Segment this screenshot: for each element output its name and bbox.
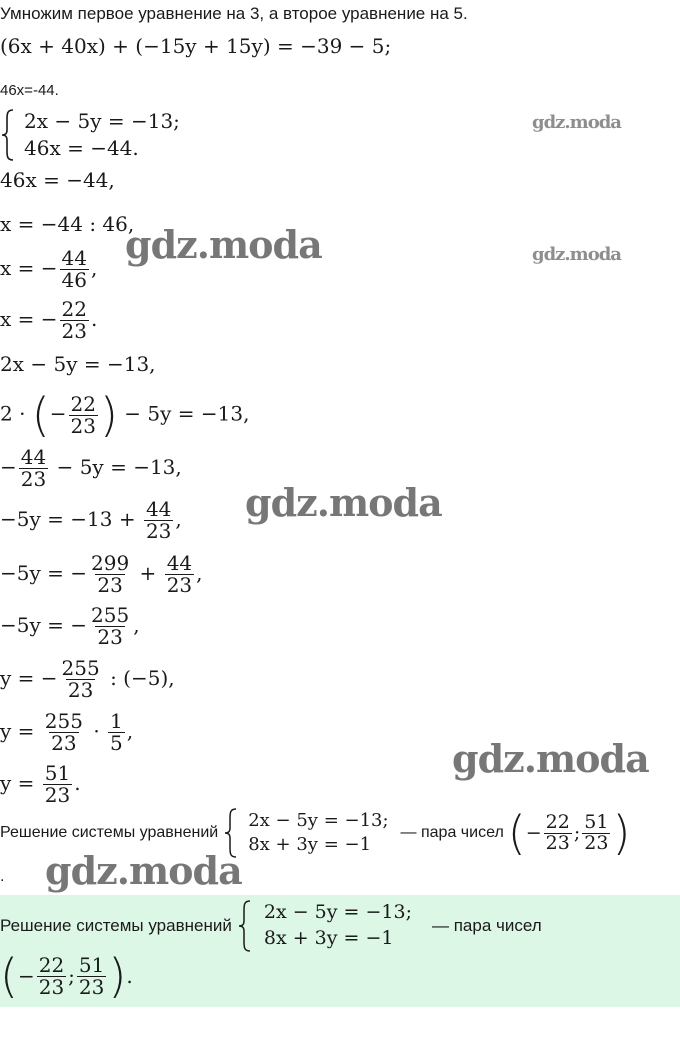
fraction-num: 22 bbox=[70, 391, 96, 416]
solution-eq-2: 8x + 3y = −1 bbox=[248, 834, 372, 855]
line-9-tail: , bbox=[196, 561, 203, 585]
fraction-den: 23 bbox=[145, 519, 172, 543]
line-13-lhs: y = bbox=[0, 771, 41, 795]
fraction-den: 23 bbox=[97, 625, 123, 649]
line-4-lhs: x = − bbox=[0, 307, 58, 331]
fraction bbox=[108, 711, 125, 754]
solution-eq-1: 2x − 5y = −13; bbox=[248, 809, 389, 831]
fraction-num: 1 bbox=[110, 709, 123, 733]
watermark: gdz.moda bbox=[452, 736, 649, 781]
line-12-lhs: y = bbox=[0, 719, 41, 743]
equation-sum: (6x + 40x) + (−15y + 15y) = −39 − 5; bbox=[0, 34, 392, 58]
solution-dot: . bbox=[0, 868, 5, 885]
answer-eq-2: 8x + 3y = −1 bbox=[263, 927, 394, 949]
fraction-den: 5 bbox=[110, 731, 123, 755]
line-8-tail: , bbox=[175, 507, 182, 531]
line-13 bbox=[0, 763, 81, 806]
line-8 bbox=[0, 499, 182, 542]
line-10-tail: , bbox=[133, 613, 140, 637]
line-9 bbox=[0, 553, 203, 596]
fraction-num: 255 bbox=[44, 709, 83, 733]
fraction-den: 23 bbox=[70, 413, 96, 438]
system-1 bbox=[0, 108, 180, 162]
brace-icon bbox=[238, 899, 252, 953]
line-7-sign: − bbox=[0, 455, 17, 479]
line-12-mid: · bbox=[86, 719, 107, 743]
fraction bbox=[69, 391, 98, 438]
fraction-den: 23 bbox=[584, 831, 609, 854]
fraction bbox=[89, 605, 131, 648]
fraction bbox=[60, 658, 102, 701]
fraction-den: 23 bbox=[51, 731, 77, 755]
line-6-lhs: 2 · bbox=[0, 401, 32, 426]
answer-mid: — пара чисел bbox=[431, 916, 542, 935]
paren-left: ( bbox=[507, 806, 526, 860]
fraction-den: 23 bbox=[97, 573, 123, 597]
fraction-den: 23 bbox=[20, 467, 47, 491]
fraction bbox=[43, 763, 72, 806]
line-5: 2x − 5y = −13, bbox=[0, 352, 156, 376]
line-10 bbox=[0, 605, 140, 648]
fraction bbox=[77, 952, 106, 999]
answer-line bbox=[0, 899, 542, 953]
watermark: gdz.moda bbox=[532, 112, 621, 133]
fraction bbox=[165, 553, 194, 596]
line-3 bbox=[0, 248, 97, 291]
fraction-num: 44 bbox=[20, 445, 47, 469]
watermark: gdz.moda bbox=[45, 848, 242, 893]
answer-sign: − bbox=[525, 822, 542, 844]
line-4 bbox=[0, 299, 97, 342]
fraction bbox=[19, 447, 48, 490]
fraction bbox=[544, 810, 572, 854]
fraction-den: 23 bbox=[61, 319, 87, 343]
answer-system bbox=[238, 899, 412, 953]
line-11 bbox=[0, 658, 175, 701]
fraction-den: 23 bbox=[166, 573, 193, 597]
line-3-tail: , bbox=[90, 256, 98, 280]
fraction-num: 44 bbox=[166, 551, 193, 575]
fraction-den: 23 bbox=[67, 678, 94, 702]
paren-right: ) bbox=[99, 388, 118, 442]
watermark: gdz.moda bbox=[532, 244, 621, 265]
line-7 bbox=[0, 447, 182, 490]
fraction-den: 23 bbox=[44, 783, 71, 807]
fraction-num: 22 bbox=[545, 810, 570, 833]
paren-right: ) bbox=[612, 806, 631, 860]
line-12-tail: , bbox=[126, 719, 134, 743]
solution-system bbox=[224, 807, 388, 859]
fraction-den: 46 bbox=[61, 268, 87, 292]
fraction-num: 51 bbox=[78, 952, 105, 977]
fraction-num: 255 bbox=[91, 603, 130, 627]
watermark: gdz.moda bbox=[125, 222, 322, 267]
fraction bbox=[582, 810, 610, 854]
fraction-den: 23 bbox=[545, 831, 570, 854]
line-2: x = −44 : 46, bbox=[0, 212, 135, 236]
fraction-num: 44 bbox=[145, 497, 172, 521]
line-9-lhs: −5y = − bbox=[0, 561, 88, 585]
line-6 bbox=[0, 388, 249, 442]
fraction-num: 51 bbox=[584, 810, 609, 833]
line-6-sign: − bbox=[49, 401, 67, 426]
line-8-lhs: −5y = −13 + bbox=[0, 507, 142, 531]
system-1-eq-1: 2x − 5y = −13; bbox=[24, 109, 180, 133]
answer-sign: − bbox=[17, 964, 35, 988]
fraction-num: 51 bbox=[44, 761, 71, 785]
fraction bbox=[89, 553, 131, 596]
intro-text: Умножим первое уравнение на 3, а второе уравнение на 5. bbox=[0, 4, 468, 23]
fraction bbox=[60, 248, 89, 291]
line-10-lhs: −5y = − bbox=[0, 613, 88, 637]
fraction bbox=[144, 499, 173, 542]
line-4-tail: . bbox=[90, 307, 98, 331]
fraction-num: 22 bbox=[61, 297, 87, 321]
line-6-tail: − 5y = −13, bbox=[117, 401, 250, 426]
fraction-num: 255 bbox=[61, 656, 100, 680]
line-12 bbox=[0, 711, 133, 754]
brace-icon bbox=[0, 108, 16, 162]
answer-sep: ; bbox=[68, 964, 75, 988]
watermark: gdz.moda bbox=[245, 480, 442, 525]
line-7-tail: − 5y = −13, bbox=[50, 455, 182, 479]
line-13-tail: . bbox=[74, 771, 81, 795]
fraction bbox=[43, 711, 85, 754]
fraction-num: 22 bbox=[38, 952, 65, 977]
paren-left: ( bbox=[0, 949, 18, 1003]
fraction bbox=[37, 952, 66, 999]
answer-sep: ; bbox=[573, 822, 581, 844]
line-3-lhs: x = − bbox=[0, 256, 58, 280]
line-11-tail: : (−5), bbox=[103, 666, 175, 690]
answer-eq-1: 2x − 5y = −13; bbox=[263, 901, 412, 924]
system-1-eq-2: 46x = −44. bbox=[24, 136, 139, 160]
answer-prefix: Решение системы уравнений bbox=[0, 916, 232, 935]
paren-right: ) bbox=[108, 949, 127, 1003]
paren-left: ( bbox=[31, 388, 50, 442]
fraction-num: 299 bbox=[91, 551, 130, 575]
line-1: 46x = −44, bbox=[0, 168, 115, 192]
fraction-num: 44 bbox=[61, 246, 87, 270]
fraction-den: 23 bbox=[78, 974, 105, 999]
fraction-den: 23 bbox=[38, 974, 65, 999]
equation-plain: 46x=-44. bbox=[0, 82, 59, 99]
line-9-mid: + bbox=[133, 561, 163, 585]
answer-pair bbox=[0, 949, 133, 1003]
fraction bbox=[60, 299, 89, 342]
line-11-lhs: y = − bbox=[0, 666, 58, 690]
solution-prefix: Решение системы уравнений bbox=[0, 824, 219, 841]
answer-box bbox=[0, 895, 680, 1007]
solution-answer bbox=[508, 806, 631, 860]
solution-mid: — пара чисел bbox=[400, 824, 504, 841]
answer-tail: . bbox=[126, 964, 133, 988]
